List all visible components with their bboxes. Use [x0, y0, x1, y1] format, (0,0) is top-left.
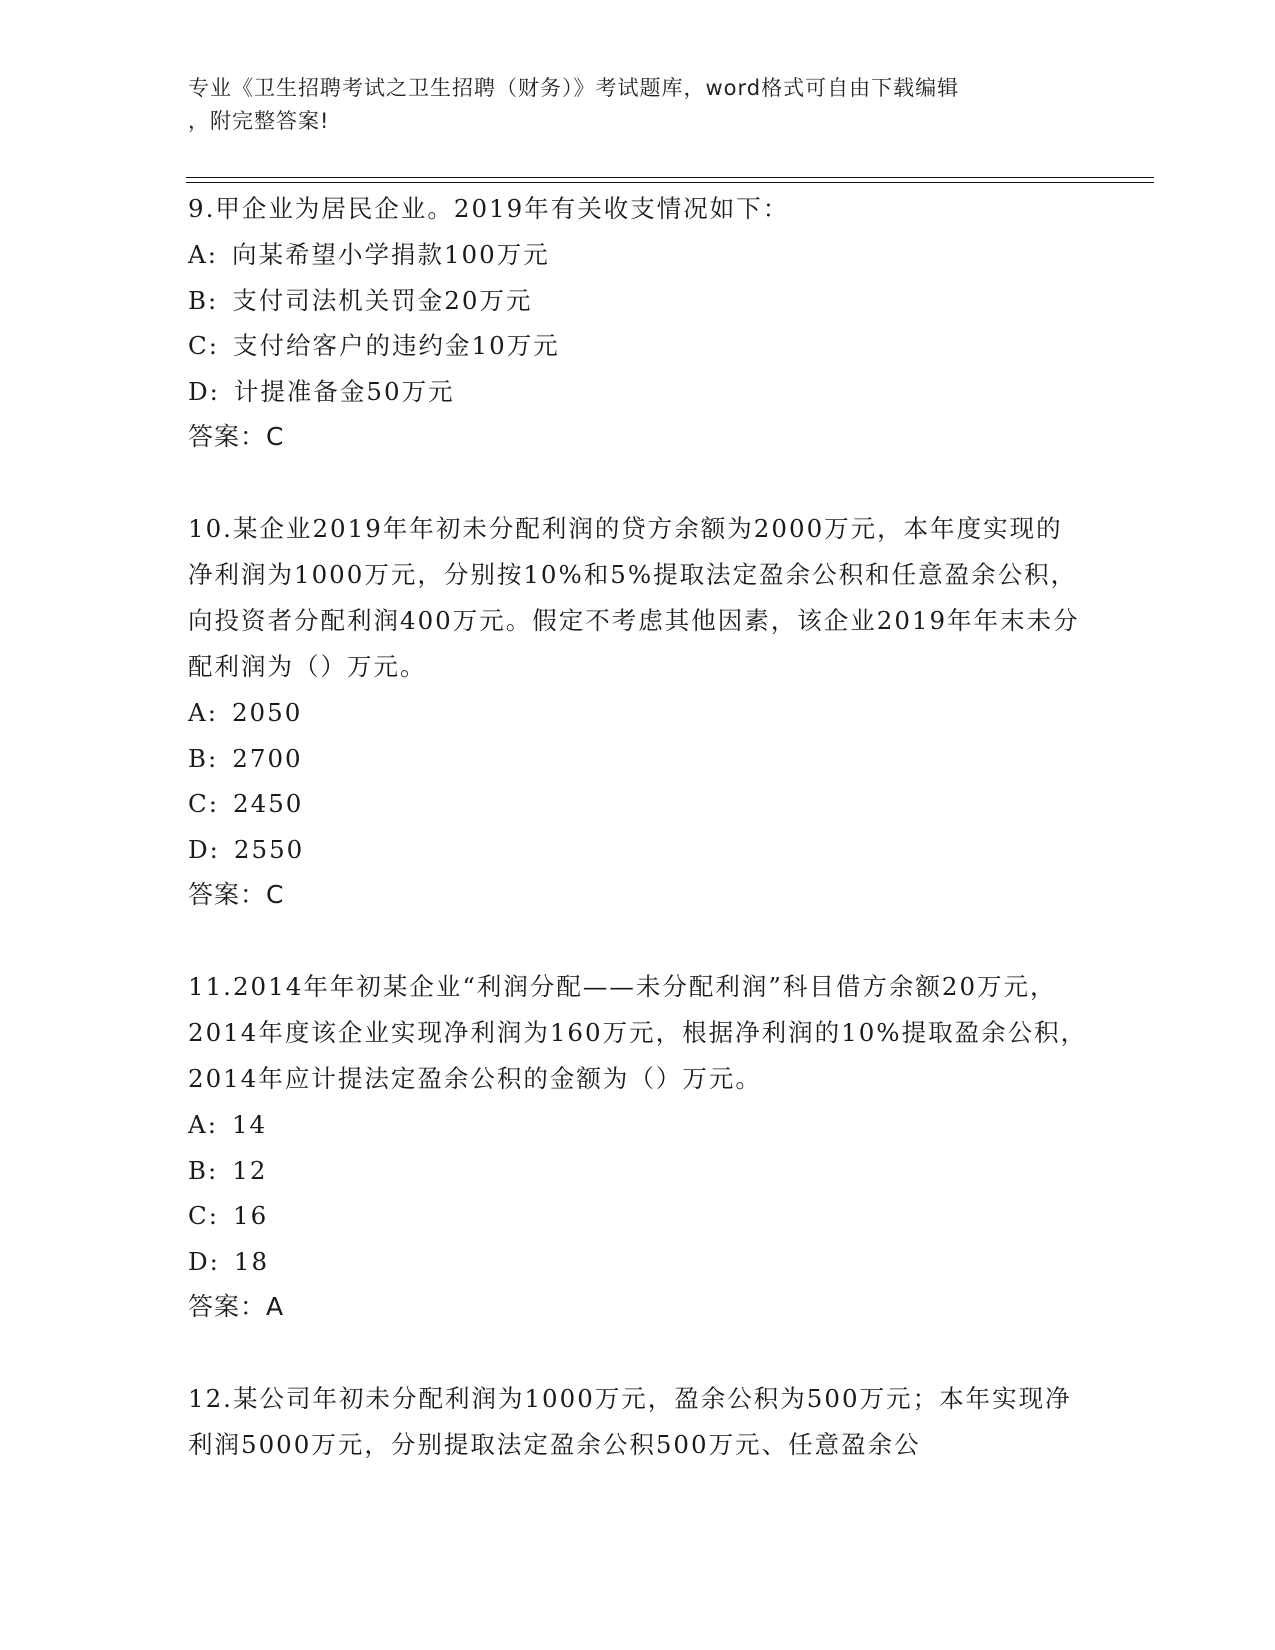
option-text: 向某希望小学捐款100万元	[231, 240, 550, 269]
option-key: B:	[188, 743, 219, 773]
question-11	[188, 964, 1088, 1330]
option-key: A:	[188, 1110, 218, 1139]
question-list	[188, 186, 1088, 1468]
option-key: A:	[188, 698, 218, 727]
answer: 答案：C	[188, 422, 285, 451]
option-key: C:	[188, 331, 220, 360]
option-key: A:	[188, 240, 218, 269]
answer: 答案：A	[188, 1292, 285, 1321]
question-stem: 12.某公司年初未分配利润为1000万元，盈余公积为500万元；本年实现净利润5000万元，分别提取法定盈余公积500万元、任意盈余公	[188, 1384, 1072, 1459]
option-text: 12	[232, 1155, 268, 1185]
option-b	[188, 278, 1088, 324]
option-text: 2700	[232, 743, 303, 773]
option-d	[188, 1239, 1088, 1285]
option-text: 2450	[233, 789, 304, 818]
option-text: 支付给客户的违约金10万元	[233, 331, 560, 360]
question-9	[188, 186, 1088, 460]
question-stem: 11.2014年年初某企业“利润分配——未分配利润”科目借方余额20万元，2014年度该企业实现净利润为160万元，根据净利润的10%提取盈余公积，2014年应计提法定盈余公积的金额为（）万元。	[188, 972, 1088, 1093]
option-d	[188, 369, 1088, 415]
option-key: D:	[188, 376, 220, 406]
option-b	[188, 1148, 1088, 1194]
option-key: B:	[188, 285, 219, 315]
option-c	[188, 323, 1088, 369]
option-text: 2050	[231, 698, 303, 727]
option-b	[188, 736, 1088, 782]
question-10	[188, 506, 1088, 918]
question-stem: 9.甲企业为居民企业。2019年有关收支情况如下：	[188, 194, 790, 223]
option-c	[188, 1193, 1088, 1239]
option-key: D:	[188, 1246, 220, 1276]
document-header	[188, 72, 1068, 138]
answer: 答案：C	[188, 880, 285, 909]
option-a	[188, 1102, 1088, 1148]
question-stem: 10.某企业2019年年初未分配利润的贷方余额为2000万元，本年度实现的净利润为1000万元，分别按10%和5%提取法定盈余公积和任意盈余公积，向投资者分配利润400万元。假定不考虑其他因素，该企业2019年年末未分配利润为（）万元。	[188, 514, 1080, 681]
option-text: 18	[233, 1246, 270, 1276]
option-text: 计提准备金50万元	[233, 376, 455, 406]
option-key: B:	[188, 1155, 219, 1185]
option-text: 14	[231, 1110, 268, 1139]
option-text: 支付司法机关罚金20万元	[232, 285, 533, 315]
header-line-2: ，附完整答案!	[188, 109, 330, 133]
question-12	[188, 1376, 1088, 1468]
header-line-1: 专业《卫生招聘考试之卫生招聘（财务）》考试题库，word格式可自由下载编辑	[188, 76, 960, 100]
option-text: 2550	[233, 834, 305, 864]
option-a	[188, 690, 1088, 736]
option-key: C:	[188, 789, 220, 818]
option-a	[188, 232, 1088, 278]
option-text: 16	[233, 1201, 269, 1230]
option-c	[188, 781, 1088, 827]
option-key: D:	[188, 834, 220, 864]
option-key: C:	[188, 1201, 220, 1230]
header-divider-double	[186, 182, 1154, 183]
header-divider	[186, 177, 1154, 178]
option-d	[188, 827, 1088, 873]
